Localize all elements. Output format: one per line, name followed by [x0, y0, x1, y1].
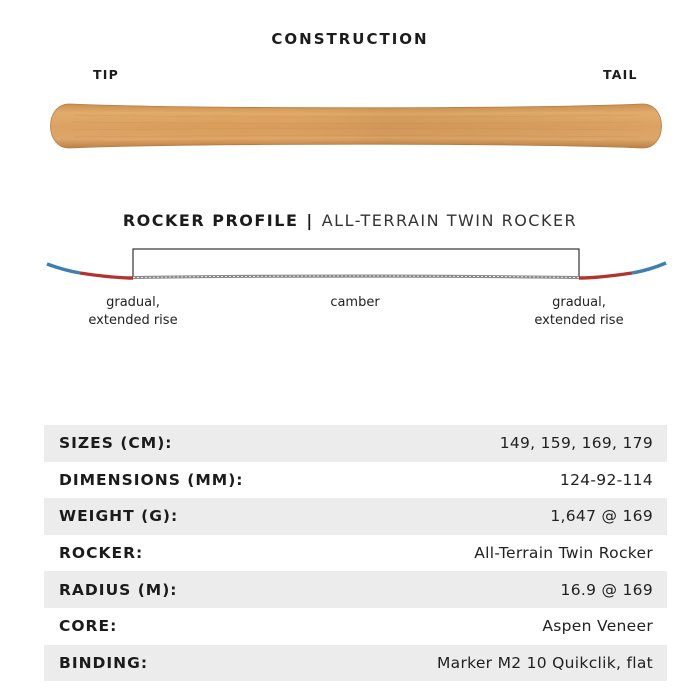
- spec-row-weight: [44, 498, 667, 535]
- rocker-profile-heading: [0, 211, 700, 230]
- spec-row-dimensions: [44, 462, 667, 499]
- spec-row-rocker: [44, 535, 667, 572]
- spec-label: RADIUS (M):: [59, 580, 178, 599]
- spec-label: WEIGHT (G):: [59, 507, 179, 526]
- rocker-profile-diagram: [40, 242, 672, 292]
- tail-label: TAIL: [603, 67, 638, 82]
- spec-row-binding: [44, 645, 667, 682]
- spec-label: ROCKER:: [59, 544, 144, 563]
- spec-label: BINDING:: [59, 653, 149, 672]
- zone-center-text: camber: [330, 295, 380, 310]
- zone-right-label: [519, 294, 639, 330]
- spec-label: CORE:: [59, 617, 118, 636]
- rocker-left-red: [80, 273, 133, 278]
- zone-right-line2: extended rise: [534, 313, 624, 328]
- tip-label: TIP: [93, 67, 119, 82]
- construction-title: CONSTRUCTION: [271, 30, 429, 48]
- ski-construction-image: [44, 100, 668, 152]
- spec-row-radius: [44, 571, 667, 608]
- spec-value: 124-92-114: [559, 470, 653, 489]
- spec-label: DIMENSIONS (MM):: [59, 470, 244, 489]
- spec-row-core: [44, 608, 667, 645]
- rocker-profile-value: ALL-TERRAIN TWIN ROCKER: [321, 211, 578, 230]
- zone-left-label: [73, 294, 193, 330]
- spec-value: 1,647 @ 169: [550, 507, 653, 526]
- camber-line: [133, 276, 579, 278]
- camber-bracket: [133, 249, 579, 277]
- spec-label: SIZES (CM):: [59, 434, 173, 453]
- spec-value: 149, 159, 169, 179: [499, 434, 653, 453]
- zone-right-line1: gradual,: [552, 295, 606, 310]
- zone-left-line1: gradual,: [106, 295, 160, 310]
- spec-value: 16.9 @ 169: [560, 580, 653, 599]
- zone-center-label: [300, 294, 410, 312]
- specs-table: [44, 425, 667, 681]
- rocker-profile-separator: |: [306, 211, 314, 230]
- rocker-right-red: [579, 273, 632, 278]
- spec-row-sizes: [44, 425, 667, 462]
- rocker-left-blue: [47, 264, 80, 273]
- zone-left-line2: extended rise: [88, 313, 178, 328]
- rocker-right-blue: [632, 263, 666, 273]
- spec-value: All-Terrain Twin Rocker: [474, 544, 653, 563]
- spec-value: Aspen Veneer: [542, 617, 653, 636]
- spec-value: Marker M2 10 Quikclik, flat: [436, 653, 653, 672]
- rocker-profile-label: ROCKER PROFILE: [122, 211, 299, 230]
